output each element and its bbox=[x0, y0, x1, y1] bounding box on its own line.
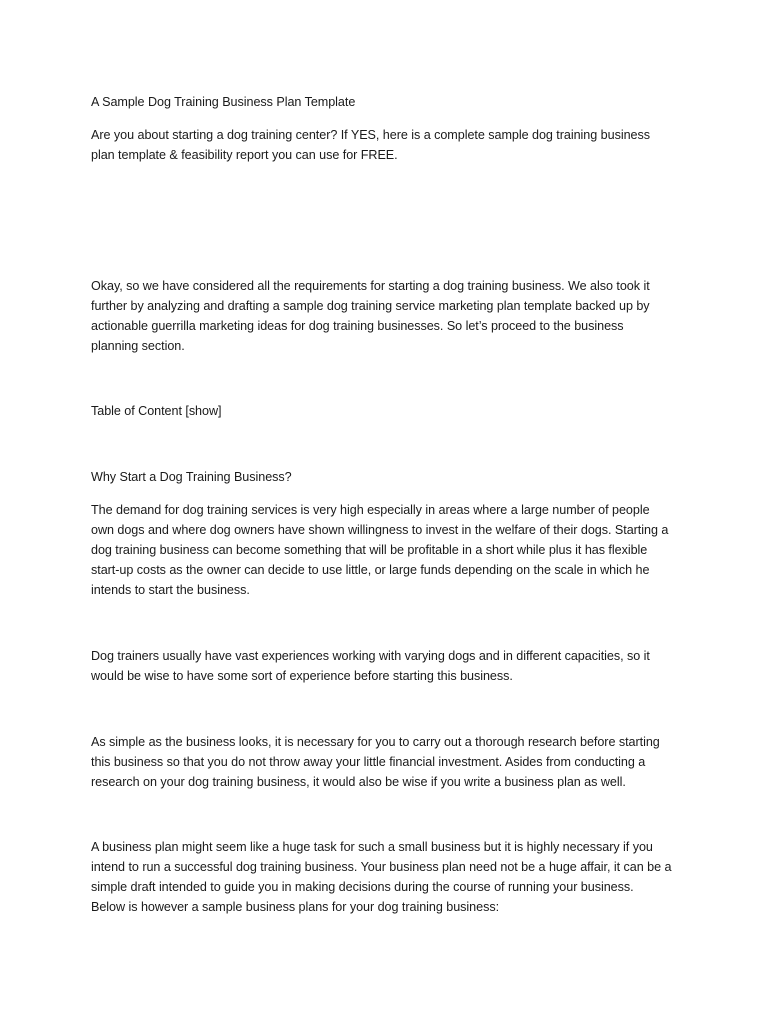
requirements-paragraph-line: further by analyzing and drafting a sample dog training service marketing plan template backed up by bbox=[91, 299, 650, 313]
document-title: A Sample Dog Training Business Plan Template bbox=[91, 95, 356, 109]
demand-paragraph-line: The demand for dog training services is very high especially in areas where a large number of people bbox=[91, 503, 650, 517]
demand-paragraph-line: start-up costs as the owner can decide to use little, or large funds depending on the scale in which he bbox=[91, 563, 650, 577]
requirements-paragraph-line: actionable guerrilla marketing ideas for dog training businesses. So let’s proceed to the business bbox=[91, 319, 624, 333]
requirements-paragraph-line: Okay, so we have considered all the requirements for starting a dog training business. We also took it bbox=[91, 279, 650, 293]
plan-paragraph-line: simple draft intended to guide you in making decisions during the course of running your business. bbox=[91, 880, 634, 894]
trainers-paragraph-line: Dog trainers usually have vast experiences working with varying dogs and in different capacities, so it bbox=[91, 649, 650, 663]
trainers-paragraph-line: would be wise to have some sort of experience before starting this business. bbox=[91, 669, 513, 683]
demand-paragraph-line: intends to start the business. bbox=[91, 583, 250, 597]
requirements-paragraph-line: planning section. bbox=[91, 339, 185, 353]
plan-paragraph-line: Below is however a sample business plans for your dog training business: bbox=[91, 900, 500, 914]
intro-line: Are you about starting a dog training center? If YES, here is a complete sample dog training business bbox=[91, 128, 650, 142]
research-paragraph-line: this business so that you do not throw away your little financial investment. Asides from conducting a bbox=[91, 755, 646, 769]
section-heading: Why Start a Dog Training Business? bbox=[91, 470, 292, 484]
research-paragraph-line: research on your dog training business, it would also be wise if you write a business plan as well. bbox=[91, 775, 626, 789]
plan-paragraph-line: A business plan might seem like a huge task for such a small business but it is highly necessary if you bbox=[91, 840, 653, 854]
demand-paragraph-line: own dogs and where dog owners have shown willingness to invest in the welfare of their dogs. Starting a bbox=[91, 523, 669, 537]
research-paragraph-line: As simple as the business looks, it is necessary for you to carry out a thorough research before starting bbox=[91, 735, 660, 749]
demand-paragraph-line: dog training business can become something that will be profitable in a short while plus it has flexible bbox=[91, 543, 648, 557]
plan-paragraph-line: intend to run a successful dog training business. Your business plan need not be a huge affair, it can be a bbox=[91, 860, 672, 874]
table-of-content-label: Table of Content [show] bbox=[91, 404, 222, 418]
intro-line: plan template & feasibility report you can use for FREE. bbox=[91, 148, 398, 162]
